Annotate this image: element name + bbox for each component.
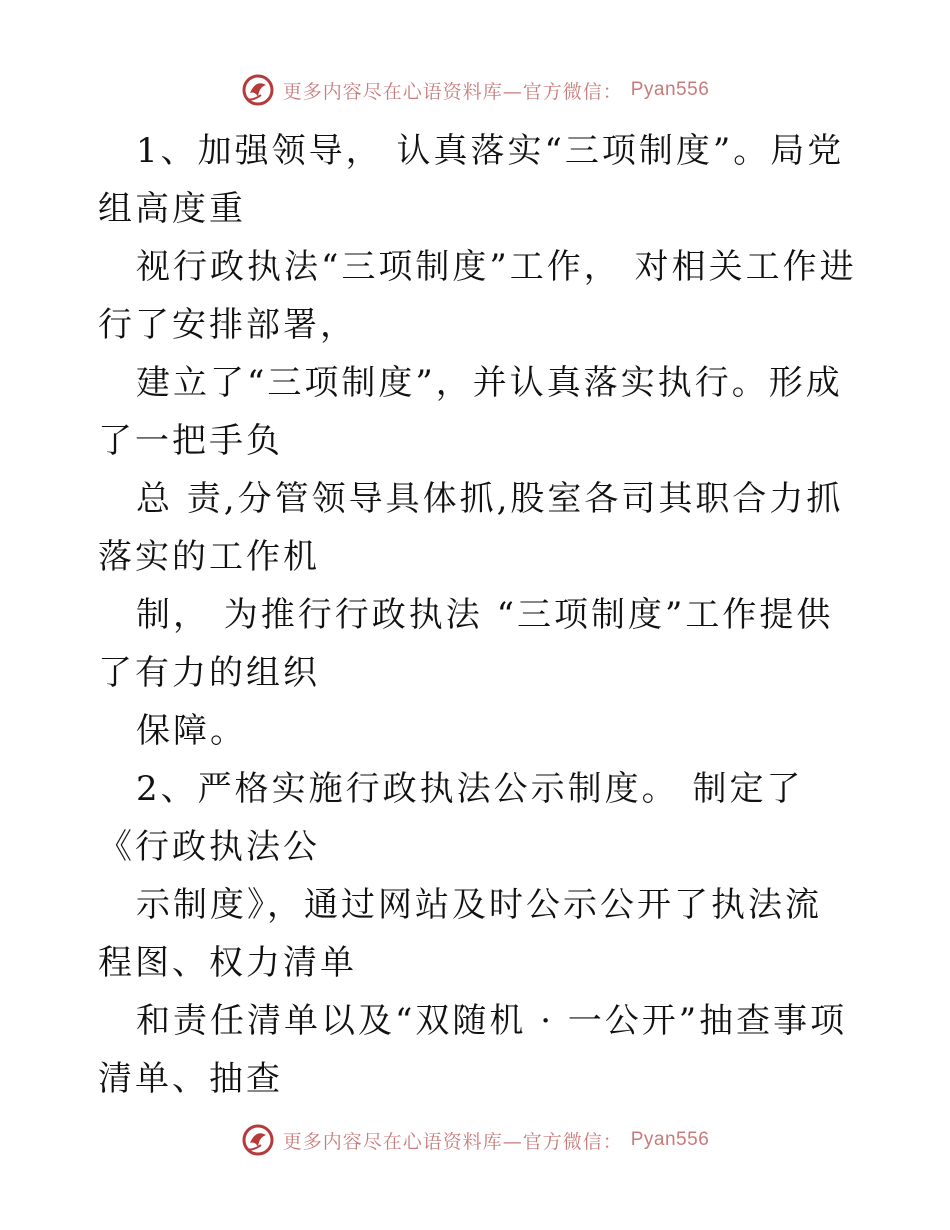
paragraph-line: 图、权力清单 xyxy=(135,943,357,983)
paragraph xyxy=(98,702,858,760)
paragraph xyxy=(98,876,858,992)
paragraph xyxy=(98,122,858,238)
watermark-text: 更多内容尽在心语资料库—官方微信： xyxy=(282,80,623,103)
paragraph-line: 高度重 xyxy=(135,189,246,229)
footer-watermark xyxy=(0,1120,950,1160)
paragraph-line: 示制度》，通过网站及时公示公开了执法流程 xyxy=(98,885,822,983)
paragraph xyxy=(98,470,858,586)
red-swirl-logo-icon xyxy=(241,73,275,107)
red-swirl-logo-icon xyxy=(241,1123,275,1157)
paragraph-line: 有力的组织 xyxy=(135,653,320,693)
paragraph-line: 一把手负 xyxy=(135,421,283,461)
paragraph xyxy=(98,354,858,470)
paragraph xyxy=(98,238,858,354)
paragraph-line: 建立了“三项制度”，并认真落实执行。形成了 xyxy=(98,363,843,461)
watermark-text: 更多内容尽在心语资料库—官方微信： xyxy=(282,1130,623,1153)
paragraph-line: 清单、抽查 xyxy=(98,1059,283,1099)
paragraph-line: 1、加强领导， 认真落实“三项制度”。局党组 xyxy=(98,131,845,229)
paragraph-line: 视行政执法“三项制度”工作， 对相关工作进 xyxy=(136,247,857,287)
paragraph xyxy=(98,992,858,1108)
paragraph-line: 保障。 xyxy=(136,711,247,751)
paragraph-line: 行了安排部署， xyxy=(98,305,357,345)
header-watermark xyxy=(0,70,950,110)
paragraph xyxy=(98,586,858,702)
watermark-wechat-id: Pyan556 xyxy=(630,79,710,100)
paragraph-line: 和责任清单以及“双随机 · 一公开”抽查事项 xyxy=(136,1001,848,1041)
paragraph-line: 总 责,分管领导具体抓,股室各司其职合力抓落 xyxy=(98,479,844,577)
paragraph-line: 2、严格实施行政执法公示制度。 制定了《行政 xyxy=(98,769,804,867)
paragraph-line: 实的工作机 xyxy=(135,537,320,577)
document-body xyxy=(98,122,858,1108)
paragraph xyxy=(98,760,858,876)
paragraph-line: 执法公 xyxy=(209,827,320,867)
paragraph-line: 制， 为推行行政执法 “三项制度”工作提供了 xyxy=(98,595,834,693)
watermark-wechat-id: Pyan556 xyxy=(630,1129,710,1150)
